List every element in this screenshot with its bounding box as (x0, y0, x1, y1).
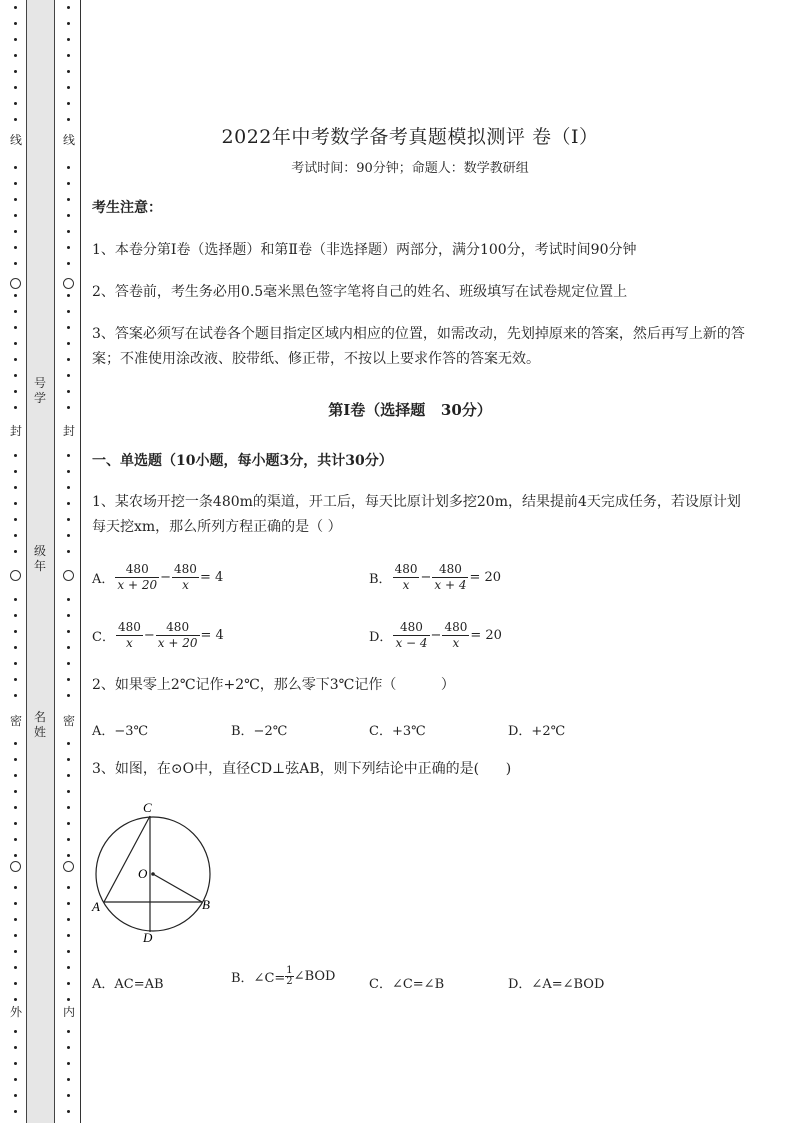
q3-option-b[interactable] (231, 966, 335, 987)
circle-geometry-figure (88, 796, 218, 946)
frac-numerator: 480 (444, 620, 468, 634)
field-student-number: 号学 (33, 376, 46, 405)
seal-dot (14, 22, 17, 25)
seal-dot (67, 406, 70, 409)
q1-option-c-label: C． (92, 630, 115, 645)
seal-dot (67, 54, 70, 57)
seal-dot (14, 1030, 17, 1033)
inner-mark-mi: 密 (62, 714, 75, 728)
seal-dot (67, 38, 70, 41)
seal-dot (14, 966, 17, 969)
seal-dot (67, 902, 70, 905)
seal-dot (14, 822, 17, 825)
seal-dot (67, 502, 70, 505)
seal-dot (14, 214, 17, 217)
seal-dot (14, 1110, 17, 1113)
seal-dot (67, 742, 70, 745)
seal-dot (67, 326, 70, 329)
seal-dot (67, 598, 70, 601)
q2-option-d[interactable]: D．+2℃ (508, 724, 566, 739)
seal-dot (67, 294, 70, 297)
seal-dot (14, 326, 17, 329)
seal-circle-marker (10, 278, 21, 289)
q1-option-b[interactable] (369, 562, 501, 593)
seal-dot (67, 166, 70, 169)
seal-dot (14, 662, 17, 665)
outer-mark-xian: 线 (9, 133, 22, 147)
seal-dot (14, 294, 17, 297)
seal-dot (67, 838, 70, 841)
seal-dot (67, 1078, 70, 1081)
seal-dot (67, 390, 70, 393)
seal-dot (67, 198, 70, 201)
seal-dot (14, 118, 17, 121)
seal-dot (14, 54, 17, 57)
frac-numerator: 480 (394, 562, 418, 576)
seal-dot (67, 214, 70, 217)
q2-option-c[interactable]: C．+3℃ (369, 724, 426, 739)
seal-dot (14, 694, 17, 697)
seal-dot (14, 1046, 17, 1049)
inner-seal-dotted-line (62, 0, 76, 1123)
seal-dot (14, 198, 17, 201)
seal-dot (14, 182, 17, 185)
seal-dot (14, 470, 17, 473)
q1-a-frac-1 (115, 562, 159, 593)
seal-circle-marker (10, 570, 21, 581)
seal-dot (14, 806, 17, 809)
inner-mark-xian: 线 (62, 133, 75, 147)
notice-item-3: 3、答案必须写在试卷各个题目指定区域内相应的位置，如需改动，先划掉原来的答案，然后再写上新的答案；不准使用涂改液、胶带纸、修正带，不按以上要求作答的答案无效。 (92, 326, 745, 367)
frac-denominator: x (126, 636, 133, 650)
seal-dot (14, 758, 17, 761)
seal-dot (14, 630, 17, 633)
seal-dot (67, 694, 70, 697)
q1-d-frac-1 (393, 620, 429, 651)
seal-dot (14, 534, 17, 537)
q3-option-b-prefix: B．∠C= (231, 971, 286, 986)
label-c: C (143, 800, 152, 815)
label-o: O (138, 866, 148, 881)
part1-title: 第Ⅰ卷（选择题 30分） (328, 401, 492, 419)
exam-info: 考试时间：90分钟；命题人：数学教研组 (291, 161, 529, 176)
seal-dot (14, 614, 17, 617)
seal-dot (14, 790, 17, 793)
seal-dot (67, 358, 70, 361)
seal-dot (67, 982, 70, 985)
seal-dot (67, 486, 70, 489)
seal-dot (67, 534, 70, 537)
seal-dot (14, 486, 17, 489)
margin-right-rule (80, 0, 81, 1123)
q1-option-a-label: A． (92, 572, 115, 587)
seal-dot (14, 246, 17, 249)
seal-dot (14, 230, 17, 233)
seal-dot (67, 1110, 70, 1113)
half-fraction (285, 966, 293, 987)
seal-dot (67, 550, 70, 553)
q1-option-d[interactable] (369, 620, 502, 651)
minus-sign: − (420, 570, 432, 585)
q3-option-d[interactable]: D．∠A=∠BOD (508, 977, 605, 992)
question-2-stem: 2、如果零上2℃记作+2℃，那么零下3℃记作（ ） (92, 677, 455, 693)
q3-option-b-suffix: ∠BOD (293, 969, 336, 984)
segment-ac (104, 816, 150, 902)
seal-circle-marker (63, 278, 74, 289)
seal-dot (67, 950, 70, 953)
label-a: A (92, 899, 100, 914)
seal-dot (14, 742, 17, 745)
seal-dot (14, 38, 17, 41)
seal-dot (67, 806, 70, 809)
q3-option-a[interactable]: A．AC=AB (92, 977, 164, 992)
outer-mark-feng: 封 (9, 424, 22, 438)
outer-mark-wai: 外 (9, 1005, 22, 1019)
rhs: = 20 (470, 628, 502, 643)
q1-d-frac-2 (442, 620, 469, 651)
frac-numerator: 480 (115, 562, 159, 578)
seal-dot (67, 758, 70, 761)
seal-dot (14, 86, 17, 89)
outer-seal-dotted-line (9, 0, 23, 1123)
seal-dot (67, 518, 70, 521)
seal-dot (14, 598, 17, 601)
frac-numerator: 480 (156, 620, 200, 636)
seal-dot (67, 470, 70, 473)
seal-dot (67, 1046, 70, 1049)
notice-heading: 考生注意： (92, 200, 162, 216)
frac-denominator: x + 4 (434, 578, 467, 592)
seal-dot (14, 342, 17, 345)
frac-denominator: 2 (286, 976, 293, 987)
seal-dot (67, 1094, 70, 1097)
minus-sign: − (143, 628, 155, 643)
minus-sign: − (160, 570, 172, 585)
seal-dot (67, 886, 70, 889)
seal-dot (67, 790, 70, 793)
center-point (151, 872, 155, 876)
q1-c-frac-1 (116, 620, 143, 651)
seal-dot (14, 982, 17, 985)
seal-dot (67, 86, 70, 89)
seal-dot (14, 1094, 17, 1097)
seal-dot (67, 310, 70, 313)
seal-dot (14, 902, 17, 905)
seal-dot (67, 678, 70, 681)
seal-dot (67, 6, 70, 9)
seal-dot (67, 1062, 70, 1065)
inner-mark-feng: 封 (62, 424, 75, 438)
outer-mark-mi: 密 (9, 714, 22, 728)
frac-numerator: 1 (286, 965, 293, 976)
frac-denominator: x + 20 (117, 578, 158, 592)
q1-c-frac-2 (156, 620, 200, 651)
frac-denominator: x (452, 636, 460, 650)
seal-dot (67, 662, 70, 665)
inner-mark-nei: 内 (62, 1005, 75, 1019)
seal-dot (14, 374, 17, 377)
question-1-stem: 1、某农场开挖一条480m的渠道，开工后，每天比原计划多挖20m，结果提前4天完成任务，若设原计划每天挖xm，那么所列方程正确的是（ ） (92, 494, 741, 535)
notice-item-1: 1、本卷分第Ⅰ卷（选择题）和第Ⅱ卷（非选择题）两部分，满分100分，考试时间90分钟 (92, 242, 637, 258)
seal-dot (14, 502, 17, 505)
seal-dot (14, 6, 17, 9)
seal-dot (67, 70, 70, 73)
seal-dot (67, 246, 70, 249)
rhs: = 20 (469, 570, 502, 585)
seal-dot (14, 550, 17, 553)
q2-option-a[interactable]: A．−3℃ (92, 724, 149, 739)
seal-dot (67, 822, 70, 825)
rhs: = 4 (200, 628, 224, 643)
q1-option-a[interactable] (92, 562, 223, 593)
seal-dot (67, 182, 70, 185)
frac-numerator: 480 (393, 620, 429, 636)
field-name: 名姓 (33, 710, 46, 739)
q2-option-b[interactable]: B．−2℃ (231, 724, 288, 739)
q1-option-d-label: D． (369, 630, 393, 645)
q1-a-frac-2 (172, 562, 199, 593)
seal-dot (67, 118, 70, 121)
q3-option-c[interactable]: C．∠C=∠B (369, 977, 445, 992)
seal-dot (67, 646, 70, 649)
seal-dot (67, 630, 70, 633)
segment-ob (153, 874, 202, 902)
seal-dot (14, 262, 17, 265)
seal-dot (14, 854, 17, 857)
seal-dot (14, 918, 17, 921)
seal-dot (14, 358, 17, 361)
seal-dot (14, 102, 17, 105)
seal-dot (67, 998, 70, 1001)
seal-dot (14, 774, 17, 777)
q1-option-b-label: B． (369, 572, 392, 587)
seal-dot (67, 614, 70, 617)
label-b: B (202, 897, 210, 912)
seal-dot (67, 342, 70, 345)
seal-dot (67, 1030, 70, 1033)
field-class: 级年 (33, 544, 46, 573)
frac-numerator: 480 (174, 562, 197, 576)
seal-dot (67, 918, 70, 921)
frac-denominator: x (402, 578, 410, 592)
seal-dot (14, 390, 17, 393)
seal-dot (67, 966, 70, 969)
seal-dot (14, 886, 17, 889)
seal-dot (67, 774, 70, 777)
seal-dot (14, 934, 17, 937)
seal-dot (67, 934, 70, 937)
minus-sign: − (430, 628, 442, 643)
question-3-stem: 3、如图，在⊙O中，直径CD⊥弦AB，则下列结论中正确的是( ) (92, 761, 512, 777)
seal-dot (14, 310, 17, 313)
section-heading: 一、单选题（10小题，每小题3分，共计30分） (92, 453, 393, 469)
seal-dot (67, 230, 70, 233)
rhs: = 4 (199, 570, 224, 585)
seal-circle-marker (10, 861, 21, 872)
frac-denominator: x (182, 578, 189, 592)
seal-dot (14, 70, 17, 73)
seal-circle-marker (63, 861, 74, 872)
seal-dot (67, 454, 70, 457)
seal-dot (14, 838, 17, 841)
label-d: D (143, 930, 153, 945)
q1-b-frac-2 (432, 562, 468, 593)
seal-dot (14, 1078, 17, 1081)
q1-option-c[interactable] (92, 620, 224, 651)
frac-denominator: x − 4 (395, 636, 428, 650)
seal-dot (67, 262, 70, 265)
seal-dot (14, 518, 17, 521)
seal-dot (14, 1062, 17, 1065)
seal-dot (14, 950, 17, 953)
frac-denominator: x + 20 (157, 636, 198, 650)
seal-dot (67, 22, 70, 25)
seal-dot (14, 998, 17, 1001)
seal-dot (14, 646, 17, 649)
seal-dot (67, 374, 70, 377)
seal-dot (14, 166, 17, 169)
page-title: 2022年中考数学备考真题模拟测评 卷（Ⅰ） (221, 126, 599, 148)
seal-dot (14, 406, 17, 409)
frac-numerator: 480 (432, 562, 468, 578)
q1-b-frac-1 (393, 562, 420, 593)
notice-item-2: 2、答卷前，考生务必用0.5毫米黑色签字笔将自己的姓名、班级填写在试卷规定位置上 (92, 284, 628, 300)
seal-dot (67, 854, 70, 857)
frac-numerator: 480 (117, 620, 141, 634)
seal-dot (67, 102, 70, 105)
seal-dot (14, 454, 17, 457)
seal-circle-marker (63, 570, 74, 581)
seal-dot (14, 678, 17, 681)
